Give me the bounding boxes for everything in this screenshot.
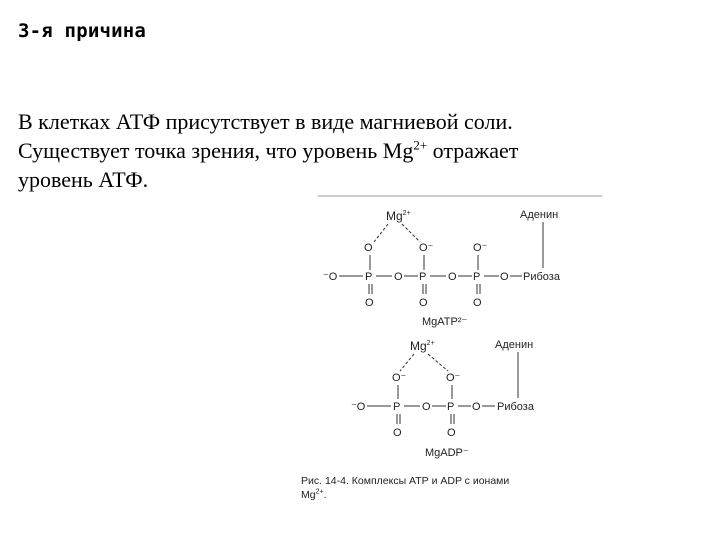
- adp-mg-bond-right: [428, 354, 448, 371]
- atp-o-lower-3: O: [473, 297, 482, 309]
- adp-adenine-label: Аденин: [495, 339, 534, 351]
- atp-adenine-label: Аденин: [520, 209, 559, 221]
- mg-atp-adp-figure: [290, 188, 610, 518]
- adp-mg-bond-left: [400, 354, 414, 371]
- body-line-3: уровень АТФ.: [18, 167, 149, 192]
- adp-bridge-o1: O: [422, 401, 431, 413]
- adp-o-lower-2: O: [447, 427, 456, 439]
- adp-bridge-o2: O: [472, 401, 481, 413]
- adp-p2: P: [447, 401, 455, 413]
- atp-complex-name: MgATP²⁻: [422, 316, 468, 328]
- atp-bridge-o2: O: [448, 271, 457, 283]
- mg-complexes-diagram: [290, 188, 610, 518]
- figure-caption: [301, 474, 509, 502]
- atp-mg-bond-right: [402, 224, 420, 242]
- atp-bridge-o1: O: [394, 271, 403, 283]
- adp-o-upper-alpha: O⁻: [392, 372, 407, 384]
- adp-complex-name: MgADP⁻: [425, 447, 469, 459]
- atp-terminal-o: ⁻O: [323, 271, 338, 283]
- adp-terminal-o: ⁻O: [351, 401, 366, 413]
- caption-line-2: $Mg^{2+}$.: [301, 488, 327, 501]
- adp-p1: P: [393, 401, 401, 413]
- atp-ribose-label: Рибоза: [523, 271, 560, 283]
- atp-o-upper-gamma: O⁻: [473, 242, 488, 254]
- atp-p1: P: [365, 271, 373, 283]
- adp-o-lower-1: O: [393, 427, 402, 439]
- mg-charge-superscript: 2+: [413, 137, 428, 153]
- body-line-1: В клетках АТФ присутствует в виде магниевой соли.: [18, 109, 513, 134]
- atp-bridge-o3: O: [500, 271, 509, 283]
- caption-line-1: Рис. 14-4. Комплексы АТР и ADP с ионами: [301, 475, 510, 487]
- atp-p3: P: [473, 271, 481, 283]
- adp-ribose-label: Рибоза: [497, 401, 534, 413]
- atp-o-lower-1: O: [365, 297, 374, 309]
- slide-body-text: [18, 107, 708, 194]
- body-line-2: Существует точка зрения, что уровень $Mg^{2+}$ отражает: [18, 137, 519, 163]
- atp-mg-label: $Mg^{2+}$: [386, 209, 411, 223]
- atp-o-upper-beta: O⁻: [419, 242, 434, 254]
- slide-title: 3-я причина: [18, 20, 147, 42]
- mg-atp-structure: [323, 209, 561, 328]
- adp-mg-label: $Mg^{2+}$: [410, 339, 435, 353]
- mg-adp-structure: [351, 339, 535, 459]
- atp-p2: P: [419, 271, 427, 283]
- atp-mg-bond-left: [374, 224, 388, 242]
- atp-o-upper-alpha: O: [364, 242, 373, 254]
- atp-o-lower-2: O: [419, 297, 428, 309]
- adp-o-upper-beta: O⁻: [446, 372, 461, 384]
